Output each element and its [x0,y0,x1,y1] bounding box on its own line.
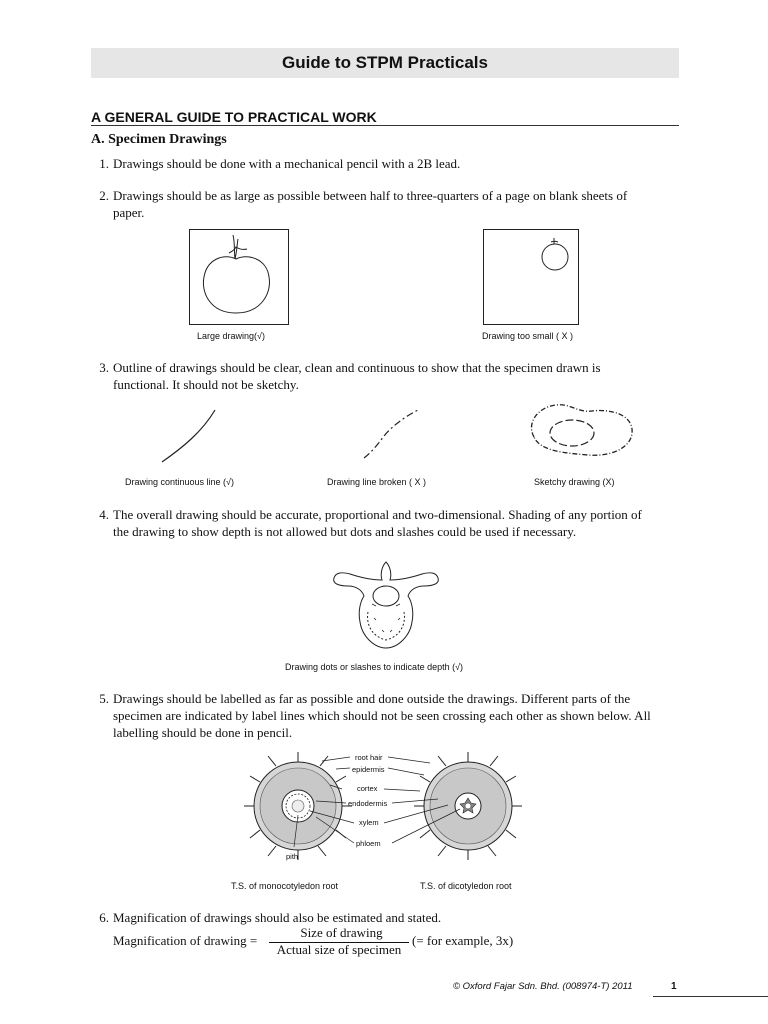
large-tomato-drawing [189,229,289,325]
page-number: 1 [671,981,677,992]
label-cortex: cortex [357,784,378,793]
item-number: 1. [99,156,109,171]
list-item [91,909,651,926]
label-endodermis: endodermis [348,799,388,808]
list-item [91,155,651,172]
small-tomato-drawing [483,229,579,325]
list-item [91,506,651,540]
item-number: 3. [99,360,109,375]
item-number: 6. [99,910,109,925]
formula-numerator: Size of drawing [300,925,383,940]
formula-denominator: Actual size of specimen [276,942,402,957]
item-text: Drawings should be done with a mechanical pencil with a 2B lead. [113,156,461,171]
caption-monocot-root: T.S. of monocotyledon root [231,881,339,891]
caption-dots-drawing: Drawing dots or slashes to indicate depth (√) [285,662,464,672]
sketchy-drawing [526,401,636,459]
list-item [91,359,651,393]
footer-rule [653,996,768,997]
list-item [91,187,651,221]
section-divider [91,125,679,126]
label-pith: pith [286,852,299,861]
subsection-heading: A. Specimen Drawings [91,132,227,147]
formula-rhs: (= for example, 3x) [412,933,514,948]
caption-sketchy-drawing: Sketchy drawing (X) [534,477,615,487]
caption-continuous-line: Drawing continuous line (√) [125,477,234,487]
list-item [91,690,651,741]
item-text: Drawings should be as large as possible between half to three-quarters of a page on blank sheets of paper. [113,188,628,220]
caption-dicot-root: T.S. of dicotyledon root [420,881,512,891]
label-xylem: xylem [359,818,379,827]
item-text: Drawings should be labelled as far as possible and done outside the drawings. Different parts of the specimen are indicated by label lines which should not be seen crossing each other as shown below. All labelling should be done in pencil. [113,691,651,740]
caption-small-drawing: Drawing too small ( X ) [482,331,574,341]
item-text: Magnification of drawings should also be estimated and stated. [113,910,442,925]
caption-large-drawing: Large drawing(√) [197,331,265,341]
item-number: 4. [99,507,109,522]
label-phloem: phloem [356,839,381,848]
item-number: 5. [99,691,109,706]
caption-broken-line: Drawing line broken ( X ) [327,477,427,487]
item-text: Outline of drawings should be clear, clean and continuous to show that the specimen drawn is functional. It should not be sketchy. [113,360,601,392]
page-title: Guide to STPM Practicals [282,53,488,72]
label-root-hair: root hair [355,753,383,762]
broken-line-drawing [362,408,422,460]
formula-lhs: Magnification of drawing = [113,933,258,948]
continuous-line-drawing [160,408,220,464]
item-number: 2. [99,188,109,203]
vertebra-drawing [332,556,440,652]
item-text: The overall drawing should be accurate, proportional and two-dimensional. Shading of any portion of the drawing to show depth is not allowed but dots and slashes could be used if necessary. [113,507,642,539]
label-epidermis: epidermis [352,765,385,774]
title-bar [91,48,679,78]
copyright-footer: © Oxford Fajar Sdn. Bhd. (008974-T) 2011 [453,981,633,992]
section-heading: A GENERAL GUIDE TO PRACTICAL WORK [91,109,377,125]
